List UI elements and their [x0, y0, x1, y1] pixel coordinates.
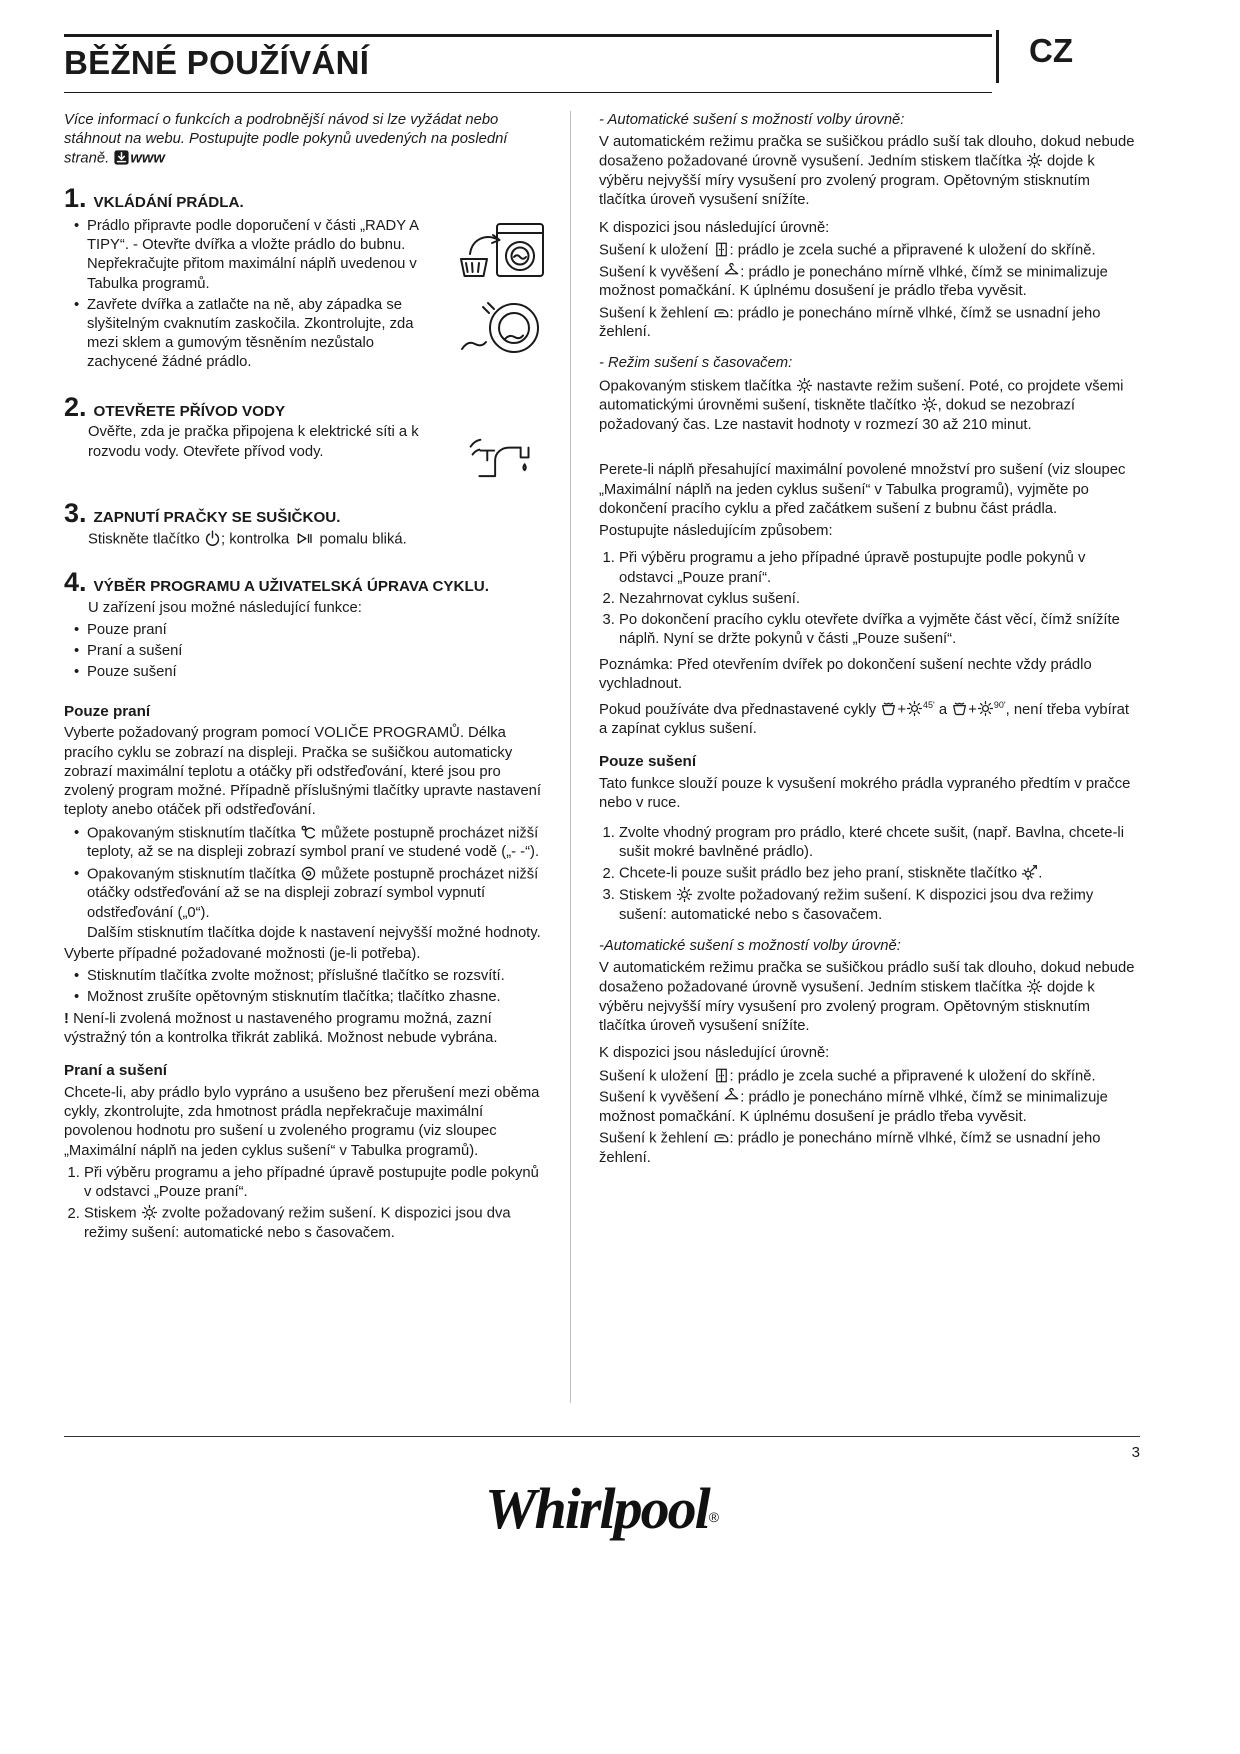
automatic-drying-block-2 [599, 937, 1140, 1169]
wash-and-dry-block [64, 1061, 550, 1243]
page-number: 3 [1131, 1444, 1140, 1461]
instruction-item: • Zavřete dvířka a zatlačte na ně, aby západka se slyšitelným cvaknutím zaskočila. Zkontrolujte, zda mezi sklem a gumovým těsněním nezůstalo zachycené žádné prádlo. [74, 296, 446, 373]
instruction-item: • Stisknutím tlačítka zvolte možnost; příslušné tlačítko se rozsvítí. [74, 967, 550, 986]
footer-rule [64, 1436, 1140, 1437]
step-item: 1. Zvolte vhodný program pro prádlo, které chcete sušit, (např. Bavlna, chcete-li sušit mokré bavlněné prádlo). [619, 824, 1140, 862]
text-fragment: zvolte požadovaný režim sušení. K dispozici jsou dva režimy sušení: automatické nebo s časovačem. [619, 887, 1094, 923]
text-fragment: Pokud používáte dva přednastavené cykly [599, 701, 877, 718]
timed-drying-heading: - Režim sušení s časovačem: [599, 355, 793, 372]
dry-level-hanger [599, 263, 1140, 302]
level-description: : prádlo je ponecháno mírně vlhké, čímž se minimalizuje možnost pomačkání. K úplnému dosušení je prádlo třeba vyvěsit. [599, 264, 1108, 300]
wash-dry-45-icon: + $^{45'}$ [880, 702, 934, 718]
level-label: Sušení k vyvěšení [599, 264, 720, 281]
wash-dry-90-icon: + $^{90'}$ [951, 702, 1005, 718]
text-fragment: . [1038, 865, 1043, 882]
dry-level-iron [599, 304, 1140, 343]
spin-button-icon [300, 865, 317, 882]
text-fragment: dojde k výběru nejvyšší míry vysušení pro zvolený program. Opětovným stisknutím tlačítka úroveň vysušení snížíte. [599, 153, 1095, 209]
section-loading-laundry [64, 185, 550, 375]
text-fragment: V automatickém režimu pračka se sušičkou prádlo suší tak dlouho, dokud nebude dosaženo požadované úrovně vysušení. Jedním stiskem tlačítka [599, 960, 1135, 996]
iron-dry-icon [713, 304, 730, 321]
step-item [84, 1204, 550, 1243]
note-text: Poznámka: Před otevřením dvířek po dokončení sušení nechte vždy prádlo vychladnout. [599, 656, 1092, 692]
text-fragment: Stiskem [84, 1205, 137, 1222]
drying-button-icon [796, 377, 813, 394]
instruction-text: Ověřte, zda je pračka připojena k elektrické síti a k rozvodu vody. Otevřete přívod vody. [88, 424, 419, 460]
dry-level-cupboard [599, 1067, 1140, 1087]
level-description: : prádlo je zcela suché a připravené k uložení do skříně. [729, 242, 1096, 259]
instruction-item: • Prádlo připravte podle doporučení v části „RADY A TIPY“. - Otevřte dvířka a vložte prádlo do bubnu. Nepřekračujte přitom maximální náplň uvedenou v Tabulka programů. [74, 217, 446, 294]
close-door-illustration [456, 297, 548, 359]
timed-drying-paragraph [599, 377, 1140, 436]
text-fragment: a [938, 701, 948, 718]
instruction-text [88, 530, 550, 550]
header-top-rule [64, 34, 992, 37]
text-fragment: Chcete-li pouze sušit prádlo bez jeho praní, stiskněte tlačítko [619, 865, 1018, 882]
registered-mark: ® [708, 1508, 720, 1525]
temperature-button-icon [300, 824, 317, 841]
load-drum-illustration [456, 219, 548, 281]
step-item: 1. Při výběru programu a jeho případné úpravě postupujte podle pokynů v odstavci „Pouze praní“. [84, 1164, 550, 1202]
start-pause-indicator-icon [293, 530, 315, 547]
power-icon [204, 530, 221, 547]
right-column [570, 111, 1140, 1403]
intro-text: Více informací o funkcích a podrobnější návod si lze vyžádat nebo stáhnout na webu. Postupujte podle pokynů uvedených na poslední straně. [64, 111, 508, 167]
warning-mark: ! [64, 1010, 69, 1027]
text-fragment: Stiskem [619, 887, 672, 904]
level-description: : prádlo je ponecháno mírně vlhké, čímž se usnadní jeho žehlení. [599, 305, 1101, 341]
functions-intro: U zařízení jsou možné následující funkce: [88, 599, 362, 616]
level-label: Sušení k vyvěšení [599, 1089, 720, 1106]
function-option: • Pouze praní [74, 621, 550, 640]
automatic-drying-heading: - Automatické sušení s možností volby úrovně: [599, 111, 905, 128]
left-column [64, 111, 570, 1403]
text-fragment: Opakovaným stisknutím tlačítka [87, 866, 296, 883]
section-1-number: 1. [64, 183, 87, 214]
timed-drying-block [599, 354, 1140, 435]
overload-steps-intro: Postupujte následujícím způsobem: [599, 523, 833, 540]
text-fragment: ; kontrolka [220, 531, 290, 548]
text-fragment: můžete postupně procházet nižší otáčky odstřeďování až se na displeji zobrazí symbol vypnutí odstřeďování („0“). [87, 866, 539, 921]
levels-intro: K dispozici jsou následující úrovně: [599, 1045, 830, 1062]
water-tap-illustration [467, 427, 537, 481]
level-label: Sušení k žehlení [599, 305, 709, 321]
iron-dry-icon [713, 1129, 730, 1146]
hanger-dry-icon [723, 1088, 740, 1105]
overload-paragraph: Perete-li náplň přesahující maximální povolené množství pro sušení (viz sloupec „Maximální náplň na jeden cyklus sušení“ v Tabulka programů), vyjměte po dokončení pracího cyklu a před začátkem sušení z bubnu část prádla. [599, 462, 1126, 517]
step-item [619, 864, 1140, 884]
section-open-water [64, 391, 550, 482]
wash-and-dry-paragraph: Chcete-li, aby prádlo bylo vypráno a usušeno bez přerušení mezi oběma cykly, zkontrolujte, zda hmotnost prádla nepřekračuje maximální povolenou hodnotu pro sušení u zvoleného programu (viz sloupec „Maximální náplň na jeden cyklus sušení“ v Tabulka programů). [64, 1084, 540, 1159]
content-columns [64, 111, 1140, 1403]
dry-level-hanger [599, 1088, 1140, 1127]
section-3-title: ZAPNUTÍ PRAČKY SE SUŠIČKOU. [93, 509, 341, 527]
wash-only-heading: Pouze praní [64, 702, 151, 720]
automatic-drying-paragraph [599, 133, 1140, 210]
step-item: 1. Při výběru programu a jeho případné úpravě postupujte podle pokynů v odstavci „Pouze praní“. [619, 549, 1140, 587]
text-fragment: , není třeba vybírat a zapínat cyklus sušení. [599, 701, 1129, 738]
level-description: : prádlo je zcela suché a připravené k uložení do skříně. [729, 1068, 1096, 1085]
instruction-item: • Možnost zrušíte opětovným stisknutím tlačítka; tlačítko zhasne. [74, 988, 550, 1007]
drying-button-icon [1026, 152, 1043, 169]
automatic-drying-paragraph [599, 959, 1140, 1036]
levels-intro: K dispozici jsou následující úrovně: [599, 219, 830, 236]
page-header [64, 34, 1140, 93]
wash-only-paragraph: Vyberte požadovaný program pomocí VOLIČE PROGRAMŮ. Délka pracího cyklu se zobrazí na displeji. Pračka se sušičkou automaticky zobrazí maximální teplotu a otáčky při odstřeďování, které jsou pro zvolený program možné. Případně příslušnými tlačítky upravte nastavení teploty anebo otáček při odstřeďování. [64, 725, 542, 819]
automatic-drying-block-1 [599, 111, 1140, 343]
text-fragment: Stiskněte tlačítko [88, 531, 200, 548]
level-description: : prádlo je ponecháno mírně vlhké, čímž se minimalizuje možnost pomačkání. K úplnému dosušení je prádlo třeba vyvěsit. [599, 1089, 1108, 1126]
automatic-drying-heading: -Automatické sušení s možností volby úrovně: [599, 937, 901, 954]
options-intro: Vyberte případné požadované možnosti (je-li potřeba). [64, 945, 421, 962]
dry-level-cupboard [599, 241, 1140, 261]
section-switch-on [64, 500, 550, 549]
text-fragment: dojde k výběru nejvyšší míry vysušení pro zvolený program. Opětovným stisknutím tlačítka úroveň vysušení snížíte. [599, 979, 1095, 1035]
cupboard-dry-icon [713, 1067, 730, 1084]
section-1-title: VKLÁDÁNÍ PRÁDLA. [93, 194, 244, 212]
warning-note [64, 1010, 550, 1048]
level-label: Sušení k uložení [599, 1068, 709, 1085]
warning-text: Není-li zvolená možnost u nastaveného programu možná, zazní výstražný tón a kontrolka třikrát zabliká. Možnost nebude vybrána. [64, 1010, 498, 1046]
page-footer [64, 1436, 1140, 1546]
page-title: BĚŽNÉ POUŽÍVÁNÍ [64, 44, 370, 81]
brand-logo [64, 1471, 1140, 1546]
dry-only-heading: Pouze sušení [599, 753, 697, 771]
preset-cycles-note [599, 700, 1140, 739]
level-description: : prádlo je ponecháno mírně vlhké, čímž se usnadní jeho žehlení. [599, 1130, 1101, 1167]
level-label: Sušení k uložení [599, 242, 709, 259]
overload-block [599, 461, 1140, 739]
text-fragment: , dokud se nezobrazí požadovaný čas. Lze nastavit hodnoty v rozmezí 30 až 210 minut. [599, 397, 1075, 434]
drying-button-icon [141, 1204, 158, 1221]
language-tag: CZ [996, 30, 1073, 83]
cupboard-dry-icon [713, 241, 730, 258]
text-fragment: Opakovaným stiskem tlačítka [599, 378, 792, 395]
section-2-number: 2. [64, 391, 87, 422]
section-3-number: 3. [64, 498, 87, 529]
instruction-item [74, 824, 550, 863]
step-item [619, 886, 1140, 925]
text-fragment: můžete postupně procházet nižší teploty, až se na displeji zobrazí symbol praní ve studené vodě („- -“). [87, 825, 540, 861]
text-fragment: Dalším stisknutím tlačítka dojde k nastavení nejvyšší možné hodnoty. [87, 924, 541, 941]
section-2-illustrations [454, 423, 550, 481]
section-1-illustrations [454, 215, 550, 375]
text-fragment: Opakovaným stisknutím tlačítka [87, 825, 296, 842]
download-icon [113, 149, 130, 166]
hanger-dry-icon [723, 263, 740, 280]
step-item: 2. Nezahrnovat cyklus sušení. [619, 590, 1140, 609]
text-fragment: zvolte požadovaný režim sušení. K dispozici jsou dva režimy sušení: automatické nebo s časovačem. [84, 1205, 511, 1242]
www-label: www [130, 150, 165, 167]
wash-and-dry-heading: Praní a sušení [64, 1062, 167, 1080]
text-fragment: pomalu bliká. [319, 531, 407, 548]
wash-only-block [64, 702, 550, 1049]
section-4-title: VÝBĚR PROGRAMU A UŽIVATELSKÁ ÚPRAVA CYKLU. [93, 577, 489, 595]
function-option: • Pouze sušení [74, 663, 550, 682]
text-fragment: nastavte režim sušení. Poté, co projdete všemi automatickými úrovněmi sušení, tiskněte tlačítko [599, 378, 1124, 414]
section-programme-selection [64, 566, 550, 683]
level-label: Sušení k žehlení [599, 1130, 709, 1147]
drying-button-icon [1026, 978, 1043, 995]
function-option: • Praní a sušení [74, 642, 550, 661]
header-sub-rule [64, 92, 992, 93]
text-fragment: V automatickém režimu pračka se sušičkou prádlo suší tak dlouho, dokud nebude dosaženo požadované úrovně vysušení. Jedním stiskem tlačítka [599, 134, 1135, 170]
whirlpool-logo: Whirlpool [484, 1475, 709, 1541]
section-4-number: 4. [64, 566, 87, 597]
drying-button-icon [676, 886, 693, 903]
section-2-title: OTEVŘETE PŘÍVOD VODY [93, 402, 286, 420]
drying-button-icon [921, 396, 938, 413]
dry-only-paragraph: Tato funkce slouží pouze k vysušení mokrého prádla vypraného předtím v pračce nebo v ruce. [599, 776, 1131, 812]
dry-only-button-icon [1021, 864, 1038, 881]
dry-only-block [599, 752, 1140, 924]
instruction-item [74, 865, 550, 943]
step-item: 3. Po dokončení pracího cyklu otevřete dvířka a vyjměte část věcí, čímž snížíte náplň. Nyní se držte pokynů v části „Pouze sušení“. [619, 611, 1140, 649]
intro-paragraph [64, 111, 550, 169]
dry-level-iron [599, 1129, 1140, 1168]
